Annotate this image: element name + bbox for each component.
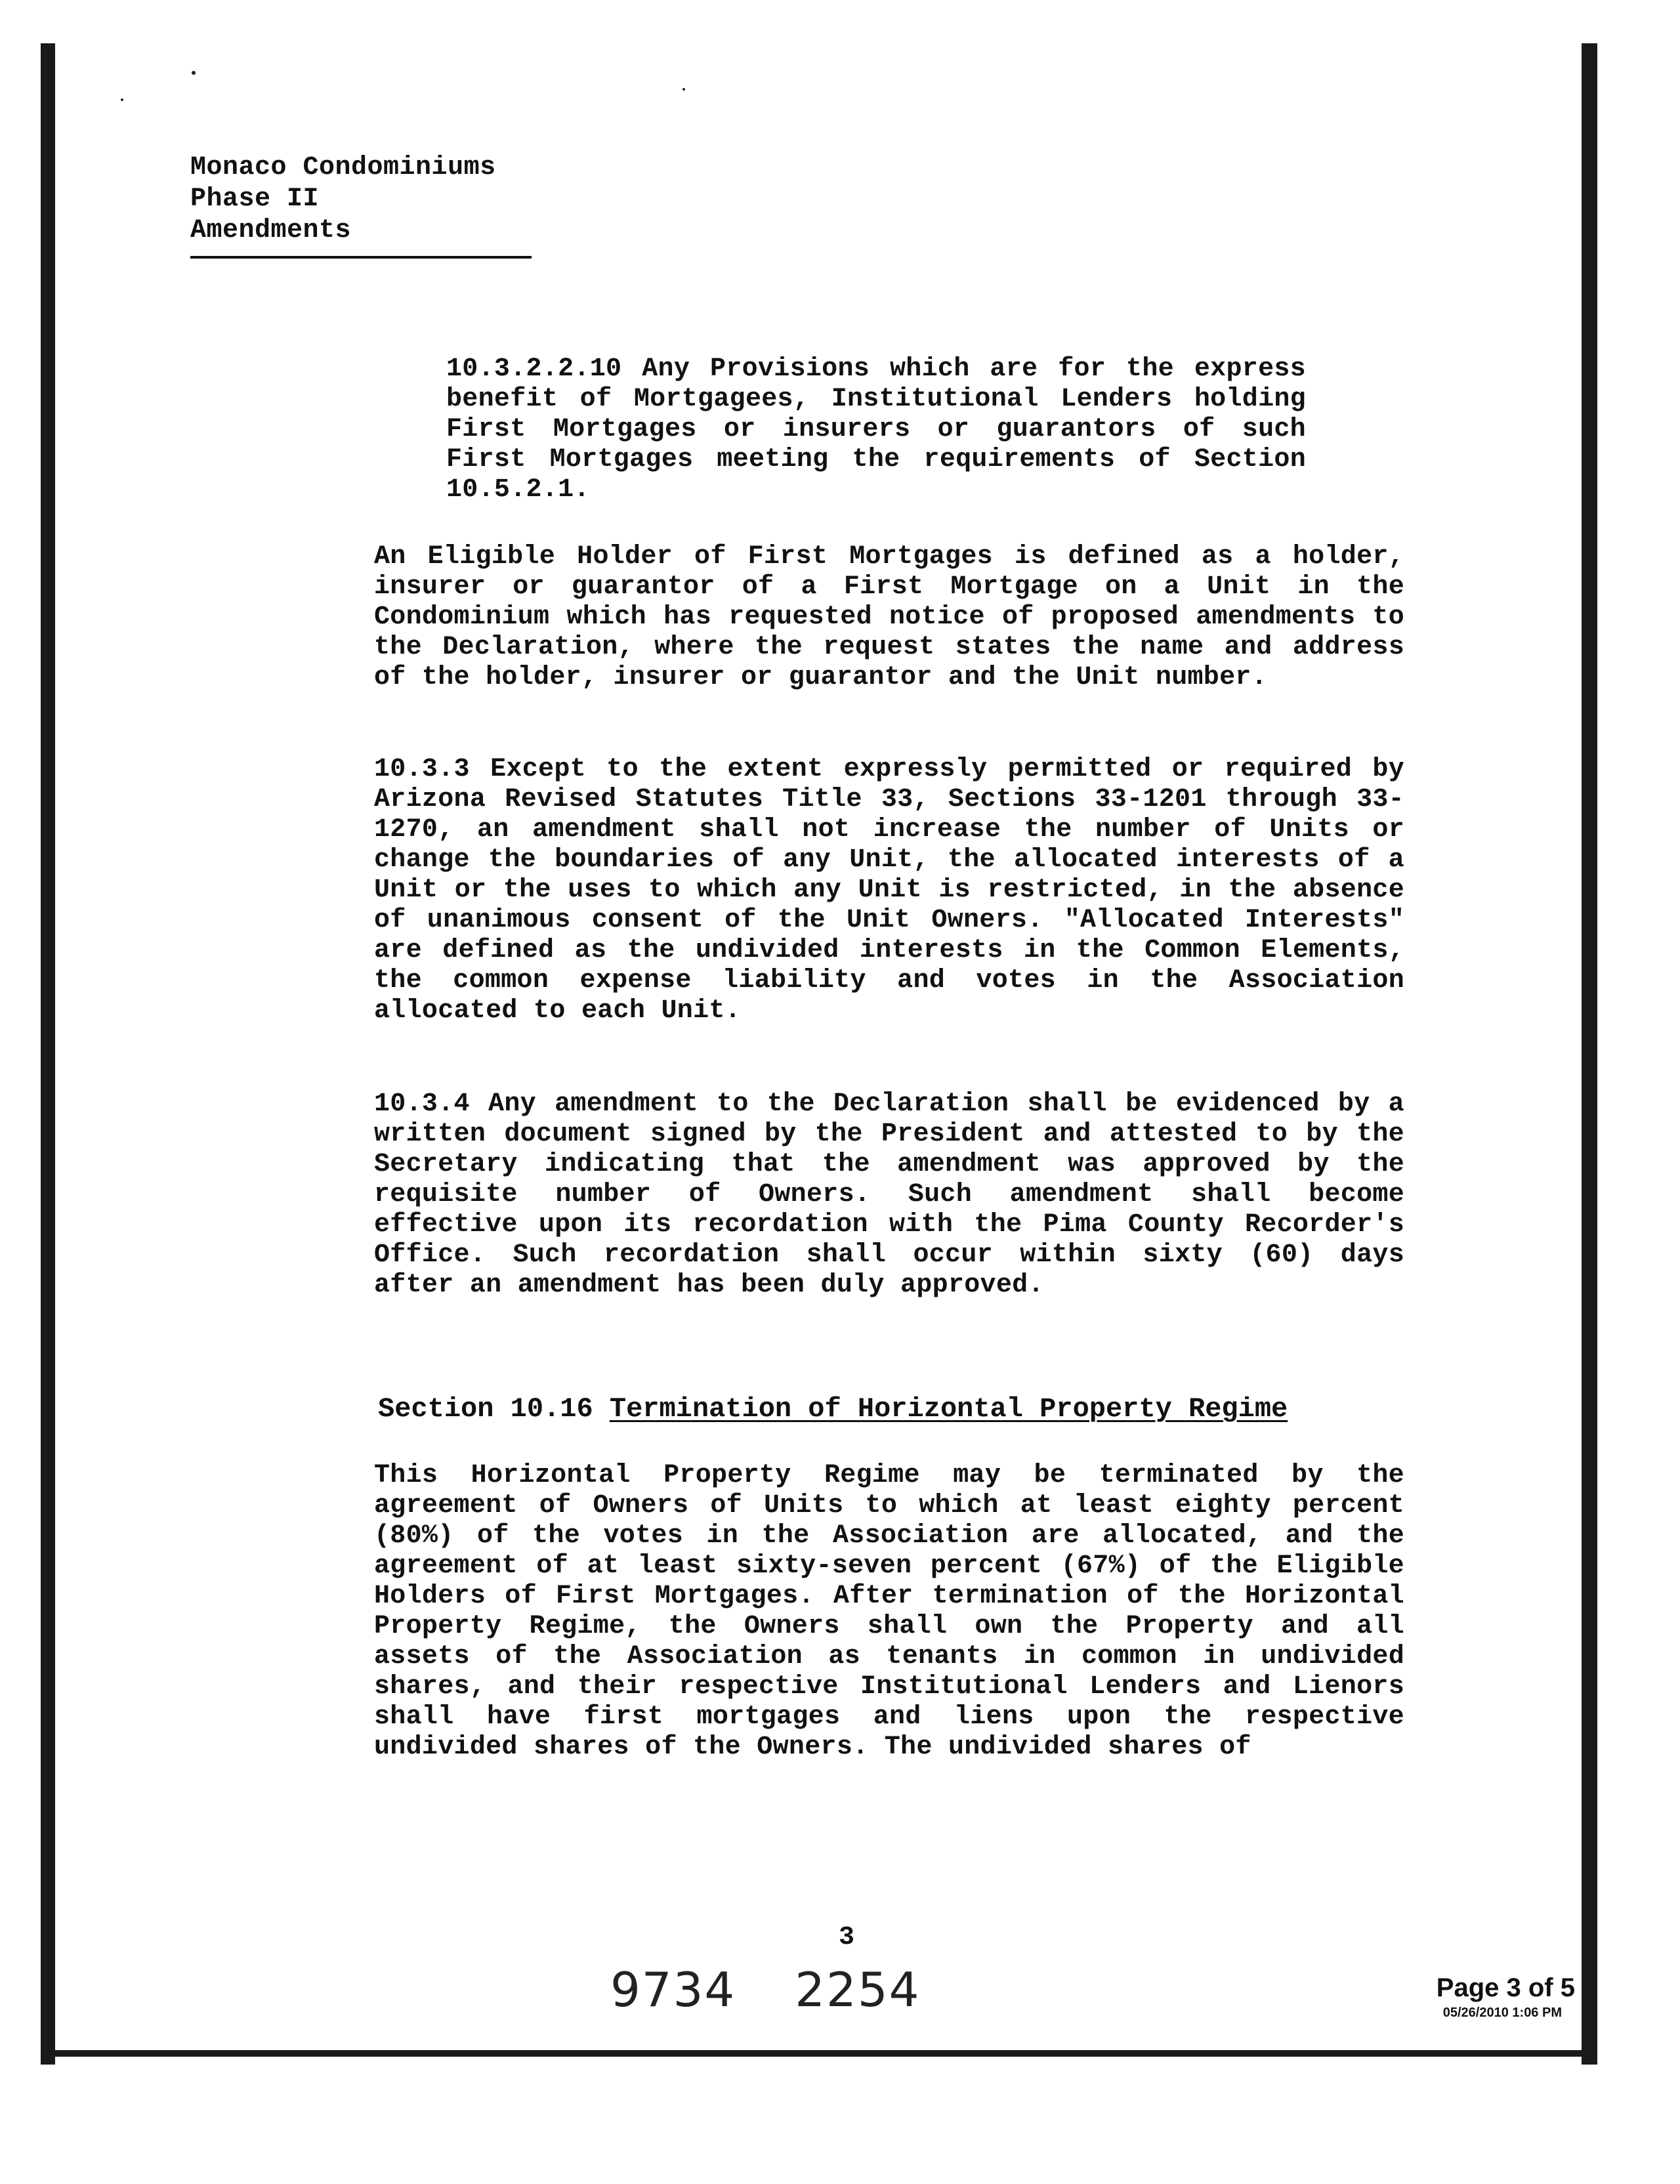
scan-speck (192, 71, 196, 75)
header-project-name: Monaco Condominiums (190, 153, 496, 182)
scan-speck (121, 98, 123, 101)
section-heading-10-16 (378, 1393, 1408, 1425)
scan-border-bottom (41, 2050, 1597, 2057)
recording-page: 2254 (795, 1962, 921, 2017)
scan-border-right (1582, 43, 1597, 2065)
paragraph-eligible-holder: An Eligible Holder of First Mortgages is defined as a holder, insurer or guarantor of a First Mortgage on a Unit in the Condominium which has requested notice of proposed amendments to the Declaration, where the request states the name and address of the holder, insurer or guarantor and the Unit number. (374, 542, 1404, 692)
document-header (190, 152, 545, 247)
header-rule (190, 256, 532, 259)
page-of-indicator: Page 3 of 5 (1436, 1973, 1575, 2002)
recording-docket: 9734 (610, 1962, 736, 2017)
paragraph-10-3-2-2-10: 10.3.2.2.10 Any Provisions which are for the express benefit of Mortgagees, Institutional Lenders holding First Mortgages or insurers or guarantors of such First Mortgages meeting the requirements of Section 10.5.2.1. (446, 354, 1306, 505)
header-phase: Phase II (190, 184, 320, 214)
recording-stamp (610, 1964, 952, 2016)
print-timestamp: 05/26/2010 1:06 PM (1442, 2006, 1562, 2020)
section-title: Termination of Horizontal Property Regime (609, 1393, 1288, 1425)
scan-speck (682, 88, 685, 91)
paragraph-termination: This Horizontal Property Regime may be terminated by the agreement of Owners of Units to which at least eighty percent (80%) of the votes in the Association are allocated, and the agreement of at least sixty-seven percent (67%) of the Eligible Holders of First Mortgages. After termination of the Horizontal Property Regime, the Owners shall own the Property and all assets of the Association as tenants in common in undivided shares, and their respective Institutional Lenders and Lienors shall have first mortgages and liens upon the respective undivided shares of the Owners. The undivided shares of (374, 1461, 1404, 1762)
paragraph-10-3-3: 10.3.3 Except to the extent expressly permitted or required by Arizona Revised Statutes Title 33, Sections 33-1201 through 33-1270, an amendment shall not increase the number of Units or change the boundaries of any Unit, the allocated interests of a Unit or the uses to which any Unit is restricted, in the absence of unanimous consent of the Unit Owners. "Allocated Interests" are defined as the undivided interests in the Common Elements, the common expense liability and votes in the Association allocated to each Unit. (374, 755, 1404, 1026)
page-number: 3 (838, 1923, 854, 1952)
paragraph-10-3-4: 10.3.4 Any amendment to the Declaration shall be evidenced by a written document signed by the President and attested to by the Secretary indicating that the amendment was approved by the requisite number of Owners. Such amendment shall become effective upon its recordation with the Pima County Recorder's Office. Such recordation shall occur within sixty (60) days after an amendment has been duly approved. (374, 1089, 1404, 1300)
scan-border-left (41, 43, 55, 2065)
section-number: Section 10.16 (378, 1393, 610, 1425)
header-document-type: Amendments (190, 216, 352, 245)
